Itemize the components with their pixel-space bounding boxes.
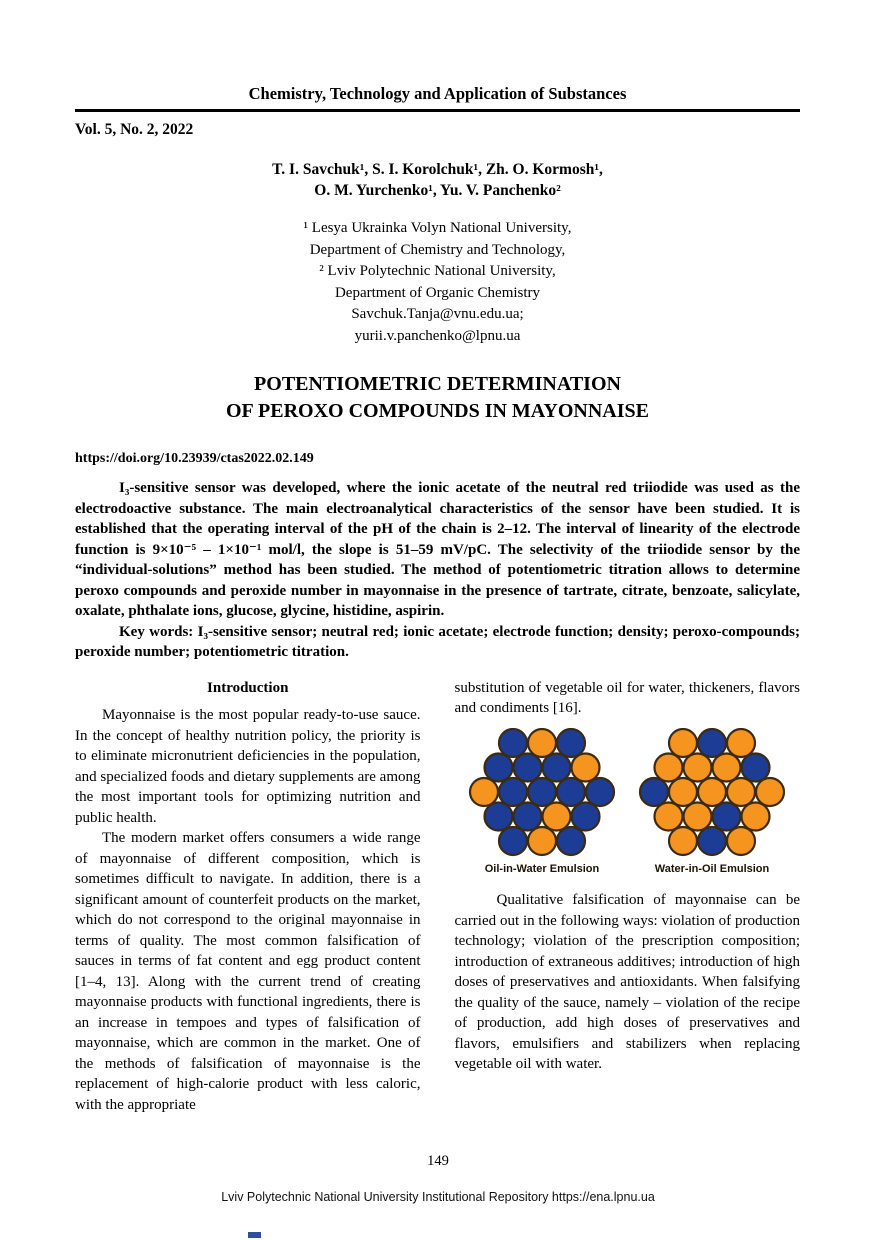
affiliation-line: ¹ Lesya Ukrainka Volyn National University, — [303, 220, 572, 236]
oil-droplet-circle — [698, 778, 726, 806]
water-droplet-circle — [557, 729, 585, 757]
header-rule — [75, 109, 800, 112]
body-paragraph: substitution of vegetable oil for water, thickeners, flavors and condiments [16]. — [454, 679, 800, 716]
affiliation-line: Department of Organic Chemistry — [334, 284, 541, 301]
author-email: Savchuk.Tanja@vnu.edu.ua; — [351, 306, 524, 322]
page-number: 149 — [427, 1153, 449, 1169]
paper-title-line-1: POTENTIOMETRIC DETERMINATION — [254, 373, 621, 395]
oil-droplet-circle — [727, 827, 755, 855]
water-droplet-circle — [528, 778, 556, 806]
water-droplet-circle — [698, 827, 726, 855]
right-column — [455, 678, 801, 1116]
oil-droplet-circle — [528, 827, 556, 855]
emulsion-figure-svg — [457, 728, 797, 878]
journal-header: Chemistry, Technology and Application of Substances — [248, 84, 627, 103]
water-droplet-circle — [499, 729, 527, 757]
water-droplet-circle — [485, 753, 513, 781]
doi-link: https://doi.org/10.23939/ctas2022.02.149 — [75, 451, 314, 466]
emulsion-figure — [455, 728, 801, 885]
oil-droplet-circle — [713, 753, 741, 781]
water-droplet-circle — [572, 802, 600, 830]
water-droplet-circle — [485, 802, 513, 830]
author-email: yurii.v.panchenko@lpnu.ua — [354, 327, 521, 344]
oil-droplet-circle — [470, 778, 498, 806]
oil-droplet-circle — [669, 778, 697, 806]
oil-droplet-circle — [655, 802, 683, 830]
affiliation-line: Department of Chemistry and Technology, — [309, 241, 566, 258]
water-droplet-circle — [543, 753, 571, 781]
water-droplet-circle — [557, 778, 585, 806]
oil-droplet-circle — [572, 753, 600, 781]
water-droplet-circle — [698, 729, 726, 757]
two-column-body — [75, 678, 800, 1116]
figure-label-water-in-oil: Water-in-Oil Emulsion — [655, 862, 770, 875]
authors-line-2: O. M. Yurchenko¹, Yu. V. Panchenko² — [314, 182, 561, 199]
body-paragraph: The modern market offers consumers a wide range of mayonnaise of different composition, which is sometimes difficult to navigate. In addition, there is a significant amount of counterfeit products on the market, which do not correspond to the original mayonnaise in terms of quality. The most common falsification of sauces in terms of fat content and egg product content [1–4, 13]. Along with the current trend of creating mayonnaise products with functional ingredients, there is an increase in tempoes and types of falsification of mayonnaise, which are common in the market. One of the methods of falsification of mayonnaise is the replacement of high-calorie product with less caloric, with the appropriate — [75, 830, 421, 1113]
water-droplet-circle — [640, 778, 668, 806]
water-droplet-circle — [514, 753, 542, 781]
water-droplet-circle — [713, 802, 741, 830]
body-paragraph: Qualitative falsification of mayonnaise can be carried out in the following ways: violation of production technology; violation of the prescription composition; introduction of extraneous additives; introduction of high doses of preservatives and antioxidants. When falsifying the quality of the sauce, namely – violation of the recipe of production, add high doses of preservatives and flavors, emulsifiers and stabilizers when replacing vegetable oil with water. — [454, 892, 800, 1072]
affiliation-line: ² Lviv Polytechnic National University, — [319, 263, 556, 279]
abstract-text: I₃-sensitive sensor was developed, where the ionic acetate of the neutral red triiodide was used as the electrodoactive substance. The main electroanalytical characteristics of the sensor have been studied. It is established that the operating interval of the pH of the chain is 2–12. The interval of linearity of the electrode function is 9×10⁻⁵ – 1×10⁻¹ mol/l, the slope is 51–59 mV/pC. The selectivity of the triiodide sensor by the “individual-solutions” method has been studied. The method of potentiometric titration allows to determine peroxo compounds and peroxide number in mayonnaise in the presence of tartrate, citrate, benzoate, salicylate, oxalate, phthalate ions, glucose, glycine, histidine, aspirin. — [75, 480, 800, 619]
oil-droplet-circle — [727, 778, 755, 806]
water-droplet-circle — [514, 802, 542, 830]
oil-droplet-circle — [528, 729, 556, 757]
oil-droplet-circle — [742, 802, 770, 830]
scan-artifact — [248, 1232, 261, 1238]
authors-block — [75, 159, 800, 201]
water-droplet-circle — [742, 753, 770, 781]
paper-title — [75, 371, 800, 425]
oil-droplet-circle — [684, 753, 712, 781]
water-droplet-circle — [499, 827, 527, 855]
water-droplet-circle — [499, 778, 527, 806]
left-column — [75, 678, 421, 1116]
keywords-text: Key words: I₃-sensitive sensor; neutral red; ionic acetate; electrode function; density; peroxo-compounds; peroxide number; potentiometric titration. — [75, 623, 800, 660]
introduction-heading: Introduction — [207, 679, 289, 696]
authors-line-1: T. I. Savchuk¹, S. I. Korolchuk¹, Zh. O. Kormosh¹, — [272, 161, 603, 178]
oil-droplet-circle — [756, 778, 784, 806]
volume-issue: Vol. 5, No. 2, 2022 — [75, 121, 194, 138]
oil-droplet-circle — [669, 827, 697, 855]
body-paragraph: Mayonnaise is the most popular ready-to-use sauce. In the concept of healthy nutrition policy, the priority is to eliminate micronutrient deficiencies in the population, and specialized foods and dietary supplements are among the most important tools for optimizing nutrition and public health. — [75, 707, 421, 826]
water-droplet-circle — [557, 827, 585, 855]
affiliations-block — [75, 218, 800, 347]
oil-droplet-circle — [543, 802, 571, 830]
oil-droplet-circle — [684, 802, 712, 830]
figure-label-oil-in-water: Oil-in-Water Emulsion — [485, 862, 600, 875]
oil-droplet-circle — [727, 729, 755, 757]
water-droplet-circle — [586, 778, 614, 806]
repository-footer: Lviv Polytechnic National University Institutional Repository https://ena.lpnu.ua — [221, 1190, 655, 1204]
paper-title-line-2: OF PEROXO COMPOUNDS IN MAYONNAISE — [226, 400, 649, 422]
oil-droplet-circle — [655, 753, 683, 781]
oil-droplet-circle — [669, 729, 697, 757]
